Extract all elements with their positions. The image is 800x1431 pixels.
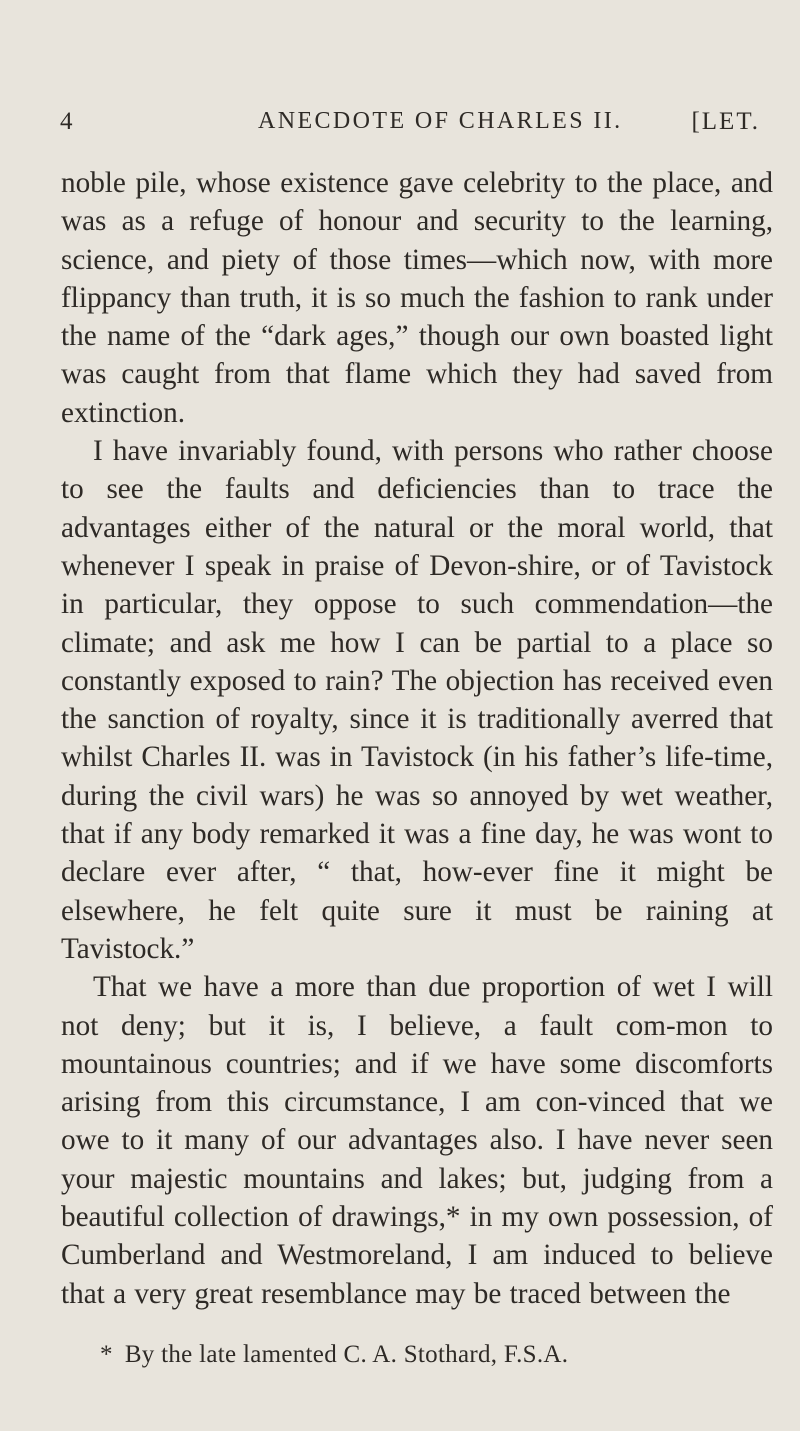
paragraph-1: noble pile, whose existence gave celebrity to the place, and was as a refuge of honour and security to the learning, science, and piety of those times—which now, with more flippancy than truth, it is so much the fashion to rank under the name of the “dark ages,” though our own boasted light was caught from that flame which they had saved from extinction. xyxy=(61,167,773,429)
paragraph-2: I have invariably found, with persons who rather choose to see the faults and deficiencies than to trace the advantages either of the natural or the moral world, that whenever I speak in praise of Devon-shire, or of Tavistock in particular, they oppose to such commendation—the climate; and ask me how I can be partial to a place so constantly exposed to rain? The objection has received even the sanction of royalty, since it is traditionally averred that whilst Charles II. was in Tavistock (in his father’s life-time, during the civil wars) he was so annoyed by wet weather, that if any body remarked it was a fine day, he was wont to declare ever after, “ that, how-ever fine it might be elsewhere, he felt quite sure it must be raining at Tavistock.” xyxy=(61,435,773,965)
footnote-text: By the late lamented C. A. Stothard, F.S.A. xyxy=(124,1341,569,1368)
running-header xyxy=(60,108,760,144)
paragraph-3: That we have a more than due proportion of wet I will not deny; but it is, I believe, a fault com-mon to mountainous countries; and if we have some discomforts arising from this circumstance, I am con-vinced that we owe to it many of our advantages also. I have never seen your majestic mountains and lakes; but, judging from a beautiful collection of drawings,* in my own possession, of Cumberland and Westmoreland, I am induced to believe that a very great resemblance may be traced between the xyxy=(61,971,773,1310)
footnote xyxy=(100,1340,780,1370)
footnote-mark: * xyxy=(100,1341,113,1368)
body-text xyxy=(61,164,773,1313)
page-number: 4 xyxy=(60,108,74,135)
section-mark: [LET. xyxy=(691,108,760,135)
running-title: ANECDOTE OF CHARLES II. xyxy=(258,108,623,134)
